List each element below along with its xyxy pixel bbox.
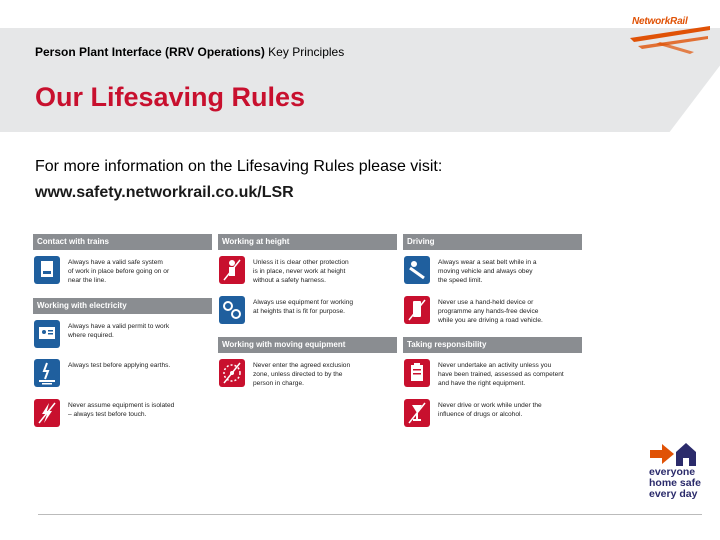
earth-icon	[34, 359, 60, 387]
rule-text: Never drive or work while under the influence of drugs or alcohol.	[438, 402, 542, 418]
rule-text: Unless it is clear other protection is in place, never work at height without a safety harness.	[253, 259, 349, 284]
rule-protection	[219, 256, 397, 288]
rule-text: Always use equipment for working at heights that is fit for purpose.	[253, 299, 354, 315]
subtitle-bold: Person Plant Interface (RRV Operations)	[35, 45, 265, 59]
rule-isolated	[34, 399, 212, 431]
rule-safe-system	[34, 256, 212, 288]
section-moving-equipment: Working with moving equipment	[218, 337, 397, 353]
lsr-link[interactable]: www.safety.networkrail.co.uk/LSR	[35, 184, 294, 201]
header-band	[0, 28, 720, 132]
footer-divider	[38, 514, 702, 515]
permit-icon	[34, 320, 60, 348]
rule-equipment-height	[219, 296, 397, 328]
exclusion-zone-icon	[219, 359, 245, 387]
rule-text: Always have a valid safe system of work in place before going on or near the line.	[68, 259, 170, 284]
rule-text: Always have a valid permit to work where required.	[68, 323, 170, 339]
rule-hand-held	[404, 296, 584, 328]
chain-icon	[219, 296, 245, 324]
slide-title: Our Lifesaving Rules	[35, 82, 306, 112]
rule-text: Never undertake an activity unless you have been trained, assessed as competent and have the right equipment.	[438, 362, 564, 387]
section-contact-trains: Contact with trains	[33, 234, 212, 250]
info-text: For more information on the Lifesaving Rules please visit:	[35, 158, 443, 175]
network-rail-logo-text: NetworkRail	[632, 16, 688, 27]
rule-text: Never assume equipment is isolated – always test before touch.	[68, 402, 175, 418]
rule-undertake	[404, 359, 584, 391]
rule-exclusion-zone	[219, 359, 397, 391]
rule-permit	[34, 320, 212, 352]
harness-icon	[219, 256, 245, 284]
clipboard-icon	[404, 359, 430, 387]
electricity-warning-icon	[34, 399, 60, 427]
slogan: everyone home safe every day	[649, 466, 701, 500]
section-electricity: Working with electricity	[33, 298, 212, 314]
home-arrow-icon	[648, 440, 698, 468]
rule-test-earths	[34, 359, 212, 391]
slide-subtitle	[35, 45, 344, 59]
drink-icon	[404, 399, 430, 427]
section-working-height: Working at height	[218, 234, 397, 250]
rule-text: Never use a hand-held device or programme any hands-free device while you are driving a road vehicle.	[438, 299, 543, 324]
rule-drugs	[404, 399, 584, 431]
rule-text: Never enter the agreed exclusion zone, unless directed to by the person in charge.	[253, 362, 351, 387]
rule-text: Always test before applying earths.	[68, 362, 171, 369]
subtitle-rest: Key Principles	[264, 45, 345, 59]
section-driving: Driving	[403, 234, 582, 250]
rule-text: Always wear a seat belt while in a moving vehicle and always obey the speed limit.	[438, 259, 537, 284]
document-icon	[34, 256, 60, 284]
section-responsibility: Taking responsibility	[403, 337, 582, 353]
seat-belt-icon	[404, 256, 430, 284]
phone-icon	[404, 296, 430, 324]
rule-seat-belt	[404, 256, 584, 288]
